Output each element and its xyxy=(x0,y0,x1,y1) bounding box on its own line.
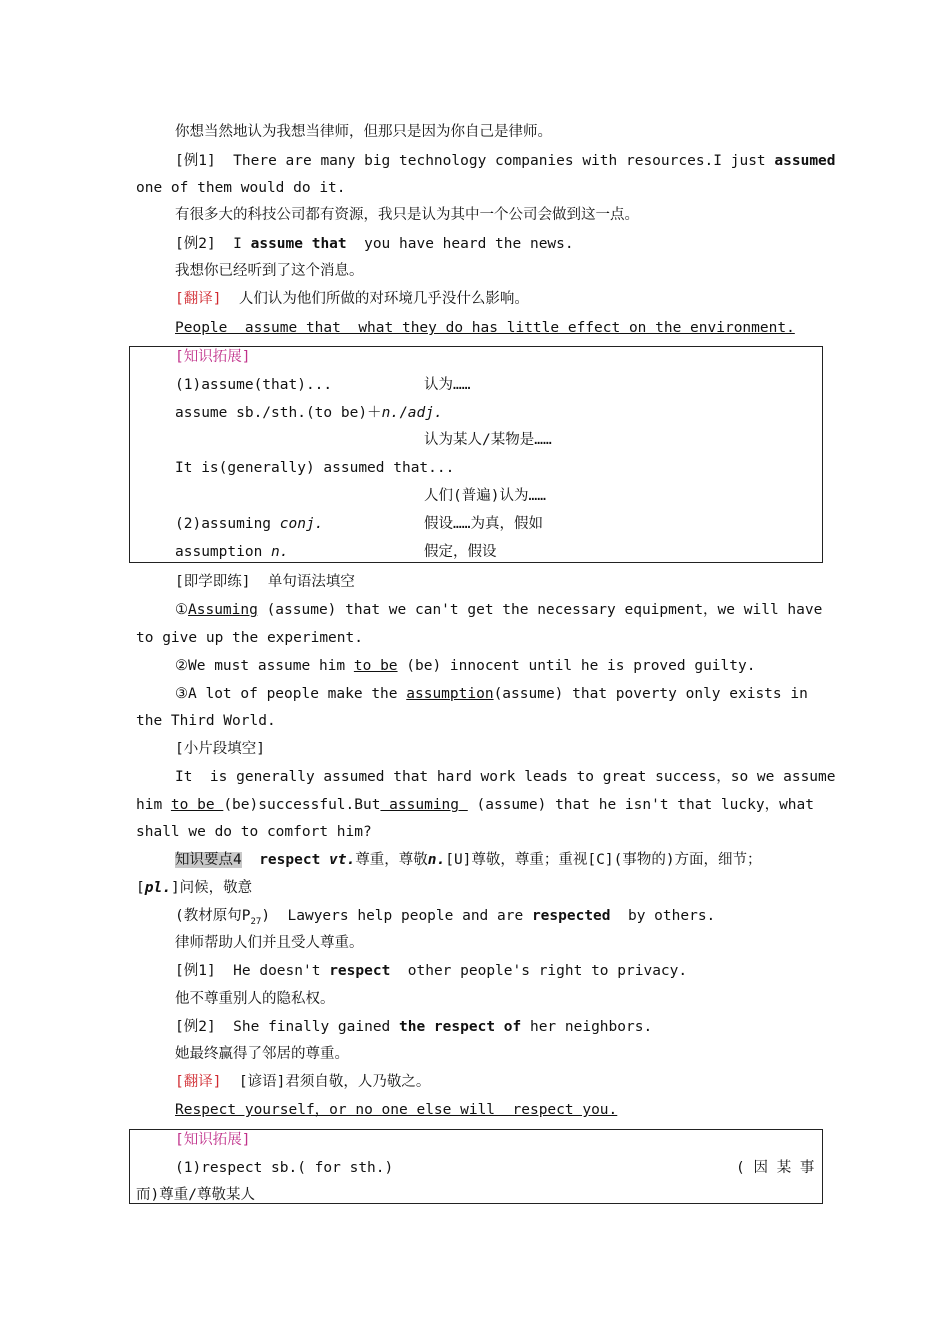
ext-row: (2)assuming conj. xyxy=(175,516,324,532)
fragment-line: shall we do to comfort him? xyxy=(136,824,372,840)
example-2-translation: 她最终赢得了邻居的尊重。 xyxy=(175,1046,349,1062)
ext-row: It is(generally) assumed that... xyxy=(175,460,455,476)
answer: assuming xyxy=(380,797,468,813)
knowledge-point-tag: 知识要点4 xyxy=(175,852,242,868)
ext-meaning-cont: 而)尊重/尊敬某人 xyxy=(136,1187,255,1203)
example-2-translation: 我想你已经听到了这个消息。 xyxy=(175,263,364,279)
practice-q3: ③A lot of people make the assumption(assume) that poverty only exists in xyxy=(175,686,808,702)
ext-row: assume sb./sth.(to be)＋n./adj. xyxy=(175,405,443,421)
knowledge-point-heading-cont: [pl.]问候，敬意 xyxy=(136,880,253,896)
ext-meaning: ( 因 某 事 xyxy=(736,1160,815,1176)
example-1: [例1] He doesn't respect other people's right to privacy. xyxy=(175,963,688,979)
translation-line: 你想当然地认为我想当律师，但那只是因为你自己是律师。 xyxy=(175,124,552,140)
ext-meaning: 认为…… xyxy=(424,377,471,393)
example-1-translation: 有很多大的科技公司都有资源，我只是认为其中一个公司会做到这一点。 xyxy=(175,207,639,223)
translate-answer: Respect yourself，or no one else will respect you. xyxy=(175,1102,618,1118)
example-2: [例2] I assume that you have heard the news. xyxy=(175,236,574,252)
translate-tag: [翻译] xyxy=(175,291,222,307)
practice-title: [即学即练] 单句语法填空 xyxy=(175,574,355,590)
ext-meaning: 假定，假设 xyxy=(424,544,497,560)
textbook-sentence: (教材原句$P_{27}$) Lawyers help people and are respected by others. xyxy=(175,908,716,927)
knowledge-title: [知识拓展] xyxy=(175,1132,251,1148)
ext-meaning: 人们(普遍)认为…… xyxy=(424,488,546,504)
answer: to be xyxy=(353,658,398,674)
translate-tag: [翻译] xyxy=(175,1074,222,1090)
example-1: [例1] There are many big technology companies with resources.I just assumed xyxy=(175,153,836,169)
ext-row: (1)assume(that)... xyxy=(175,377,333,393)
practice-q1: ①Assuming (assume) that we can't get the necessary equipment，we will have xyxy=(175,602,823,618)
fragment-line: him to be (be)successful.But assuming (assume) that he isn't that lucky，what xyxy=(136,797,814,813)
answer: to be xyxy=(170,797,224,813)
ext-meaning: 假设……为真，假如 xyxy=(424,516,543,532)
translate-task: [翻译] [谚语]君须自敬，人乃敬之。 xyxy=(175,1074,431,1090)
textbook-translation: 律师帮助人们并且受人尊重。 xyxy=(175,935,364,951)
example-1-cont: one of them would do it. xyxy=(136,180,346,196)
answer: Assuming xyxy=(188,602,258,618)
practice-q3-cont: the Third World. xyxy=(136,713,276,729)
fragment-line: It is generally assumed that hard work leads to great success，so we assume xyxy=(175,769,836,785)
translate-task: [翻译] 人们认为他们所做的对环境几乎没什么影响。 xyxy=(175,291,529,307)
ext-meaning: 认为某人/某物是…… xyxy=(424,432,552,448)
fragment-title: [小片段填空] xyxy=(175,741,265,757)
example-1-translation: 他不尊重别人的隐私权。 xyxy=(175,991,335,1007)
example-2: [例2] She finally gained the respect of her neighbors. xyxy=(175,1019,653,1035)
ext-row: assumption n. xyxy=(175,544,289,560)
practice-q1-cont: to give up the experiment. xyxy=(136,630,363,646)
answer: assumption xyxy=(406,686,494,702)
ext-row: (1)respect sb.( for sth.) xyxy=(175,1160,394,1176)
knowledge-point-heading: 知识要点4 respect vt.尊重，尊敬n.[U]尊敬，尊重；重视[C](事物的)方面，细节； xyxy=(175,852,762,868)
translate-answer: People assume that what they do has little effect on the environment. xyxy=(175,320,795,336)
practice-q2: ②We must assume him to be (be) innocent until he is proved guilty. xyxy=(175,658,756,674)
knowledge-title: [知识拓展] xyxy=(175,349,251,365)
